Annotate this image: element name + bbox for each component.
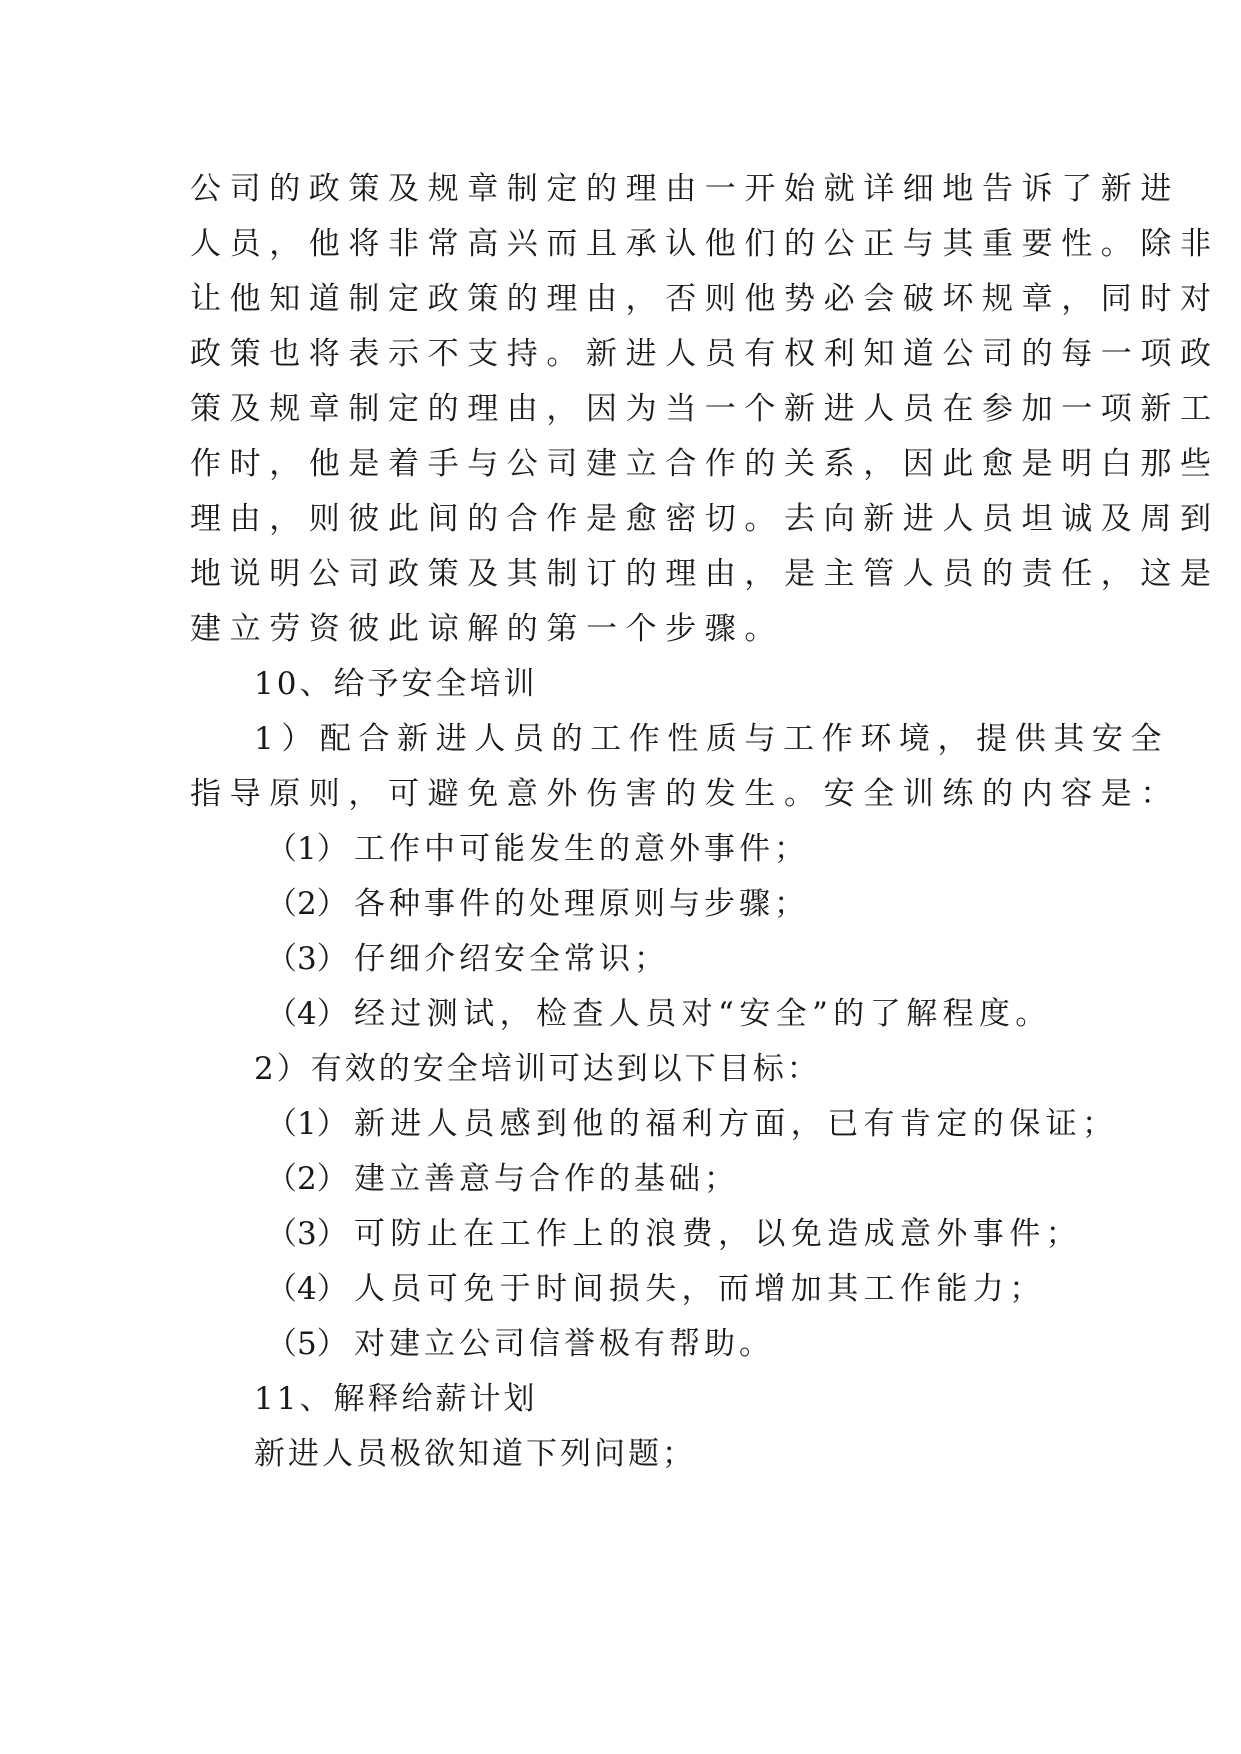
list-item bbox=[266, 989, 1166, 1039]
point-1-line: 1）配合新进人员的工作性质与工作环境，提供其安全 bbox=[254, 721, 1170, 757]
list-item-text: 人员可免于时间损失，而增加其工作能力； bbox=[354, 1271, 1046, 1307]
paragraph-line: 策及规章制定的理由，因为当一个新进人员在参加一项新工 bbox=[190, 391, 1220, 427]
list-item-number: （1） bbox=[266, 1106, 348, 1142]
section-11-heading: 11、解释给薪计划 bbox=[254, 1381, 538, 1417]
list-item bbox=[266, 1319, 1166, 1369]
list-item-number: （5） bbox=[266, 1326, 348, 1362]
point-2-line: 2）有效的安全培训可达到以下目标： bbox=[254, 1051, 821, 1087]
paragraph-line: 让他知道制定政策的理由，否则他势必会破坏规章，同时对 bbox=[190, 281, 1220, 317]
list-item-number: （3） bbox=[266, 1216, 348, 1252]
paragraph-line: 理由，则彼此间的合作是愈密切。去向新进人员坦诚及周到 bbox=[190, 501, 1220, 537]
list-item-number: （2） bbox=[266, 1161, 348, 1197]
list-item bbox=[266, 1264, 1166, 1314]
list-item-text: 工作中可能发生的意外事件； bbox=[354, 831, 809, 867]
list-item-text: 建立善意与合作的基础； bbox=[354, 1161, 739, 1197]
list-item-number: （4） bbox=[266, 996, 348, 1032]
paragraph-line: 公司的政策及规章制定的理由一开始就详细地告诉了新进 bbox=[190, 171, 1180, 207]
list-item-number: （2） bbox=[266, 886, 348, 922]
list-item bbox=[266, 934, 1166, 984]
section-11-line: 新进人员极欲知道下列问题； bbox=[254, 1436, 696, 1472]
list-item bbox=[266, 1154, 1166, 1204]
paragraph-line: 人员，他将非常高兴而且承认他们的公正与其重要性。除非 bbox=[190, 226, 1220, 262]
paragraph-line: 建立劳资彼此谅解的第一个步骤。 bbox=[190, 611, 784, 647]
section-10-heading: 10、给予安全培训 bbox=[254, 666, 538, 702]
list-item-text: 对建立公司信誉极有帮助。 bbox=[354, 1326, 774, 1362]
list-item bbox=[266, 1099, 1166, 1149]
list-item-text: 可防止在工作上的浪费，以免造成意外事件； bbox=[354, 1216, 1082, 1252]
paragraph-line: 政策也将表示不支持。新进人员有权利知道公司的每一项政 bbox=[190, 336, 1220, 372]
list-item-number: （1） bbox=[266, 831, 348, 867]
list-item-text: 各种事件的处理原则与步骤； bbox=[354, 886, 809, 922]
paragraph-line: 作时，他是着手与公司建立合作的关系，因此愈是明白那些 bbox=[190, 446, 1220, 482]
list-item-text: 仔细介绍安全常识； bbox=[354, 941, 669, 977]
point-1-line: 指导原则，可避免意外伤害的发生。安全训练的内容是： bbox=[190, 776, 1180, 812]
list-item-text: 新进人员感到他的福利方面，已有肯定的保证； bbox=[354, 1106, 1119, 1142]
list-item bbox=[266, 1209, 1166, 1259]
list-item bbox=[266, 879, 1166, 929]
list-item-number: （4） bbox=[266, 1271, 348, 1307]
paragraph-line: 地说明公司政策及其制订的理由，是主管人员的责任，这是 bbox=[190, 556, 1220, 592]
list-item bbox=[266, 824, 1166, 874]
list-item-text: 经过测试，检查人员对“安全”的了解程度。 bbox=[354, 996, 1052, 1032]
list-item-number: （3） bbox=[266, 941, 348, 977]
